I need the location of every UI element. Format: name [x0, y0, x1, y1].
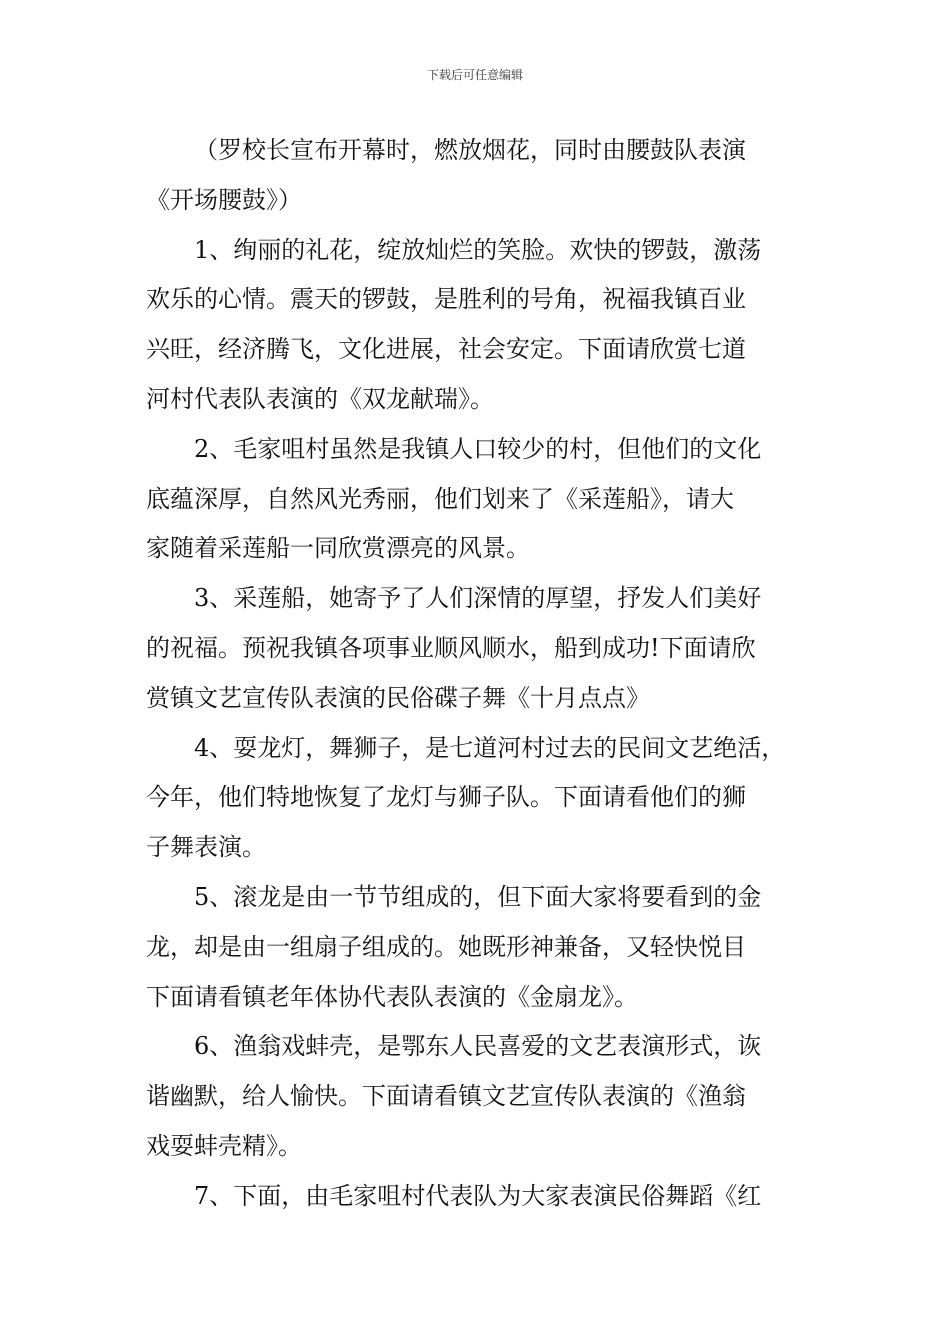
text-line: 1、绚丽的礼花，绽放灿烂的笑脸。欢快的锣鼓，激荡 — [194, 235, 762, 264]
text-line: 《开场腰鼓》） — [146, 185, 302, 214]
paragraph-7 — [146, 1172, 836, 1222]
text-line: 赏镇文艺宣传队表演的民俗碟子舞《十月点点》 — [146, 683, 650, 712]
text-line: 河村代表队表演的《双龙献瑞》。 — [146, 384, 494, 413]
body-text — [146, 126, 836, 1222]
text-line: （罗校长宣布开幕时，燃放烟花，同时由腰鼓队表演 — [194, 136, 746, 164]
paragraph-1 — [146, 226, 836, 425]
paragraph-5 — [146, 873, 836, 1022]
paragraph-2 — [146, 425, 836, 574]
text-line: 欢乐的心情。震天的锣鼓，是胜利的号角，祝福我镇百业 — [146, 285, 746, 314]
text-line: 今年，他们特地恢复了龙灯与狮子队。下面请看他们的狮 — [146, 783, 746, 812]
text-line: 6、渔翁戏蚌壳，是鄂东人民喜爱的文艺表演形式，诙 — [194, 1032, 762, 1061]
text-line: 子舞表演。 — [146, 833, 266, 862]
text-line: 下面请看镇老年体协代表队表演的《金扇龙》。 — [146, 982, 638, 1011]
text-line: 3、采莲船，她寄予了人们深情的厚望，抒发人们美好 — [194, 584, 762, 613]
text-line: 7、下面，由毛家咀村代表队为大家表演民俗舞蹈《红 — [194, 1181, 762, 1210]
paragraph-6 — [146, 1022, 836, 1171]
text-line: 底蕴深厚，自然风光秀丽，他们划来了《采莲船》，请大 — [146, 484, 734, 513]
paragraph-intro — [146, 126, 836, 226]
text-line: 兴旺，经济腾飞，文化进展，社会安定。下面请欣赏七道 — [146, 335, 746, 364]
header-note: 下载后可任意编辑 — [426, 68, 523, 82]
text-line: 5、滚龙是由一节节组成的，但下面大家将要看到的金 — [194, 882, 762, 911]
text-line: 家随着采莲船一同欣赏漂亮的风景。 — [146, 534, 530, 563]
text-line: 的祝福。预祝我镇各项事业顺风顺水，船到成功!下面请欣 — [146, 633, 756, 662]
paragraph-3 — [146, 574, 836, 723]
paragraph-4 — [146, 724, 836, 873]
text-line: 4、耍龙灯，舞狮子，是七道河村过去的民间文艺绝活， — [194, 733, 786, 762]
text-line: 谐幽默，给人愉快。下面请看镇文艺宣传队表演的《渔翁 — [146, 1082, 746, 1111]
text-line: 戏耍蚌壳精》。 — [146, 1131, 302, 1160]
text-line: 龙，却是由一组扇子组成的。她既形神兼备，又轻快悦目 — [146, 932, 746, 961]
text-line: 2、毛家咀村虽然是我镇人口较少的村，但他们的文化 — [194, 434, 762, 463]
